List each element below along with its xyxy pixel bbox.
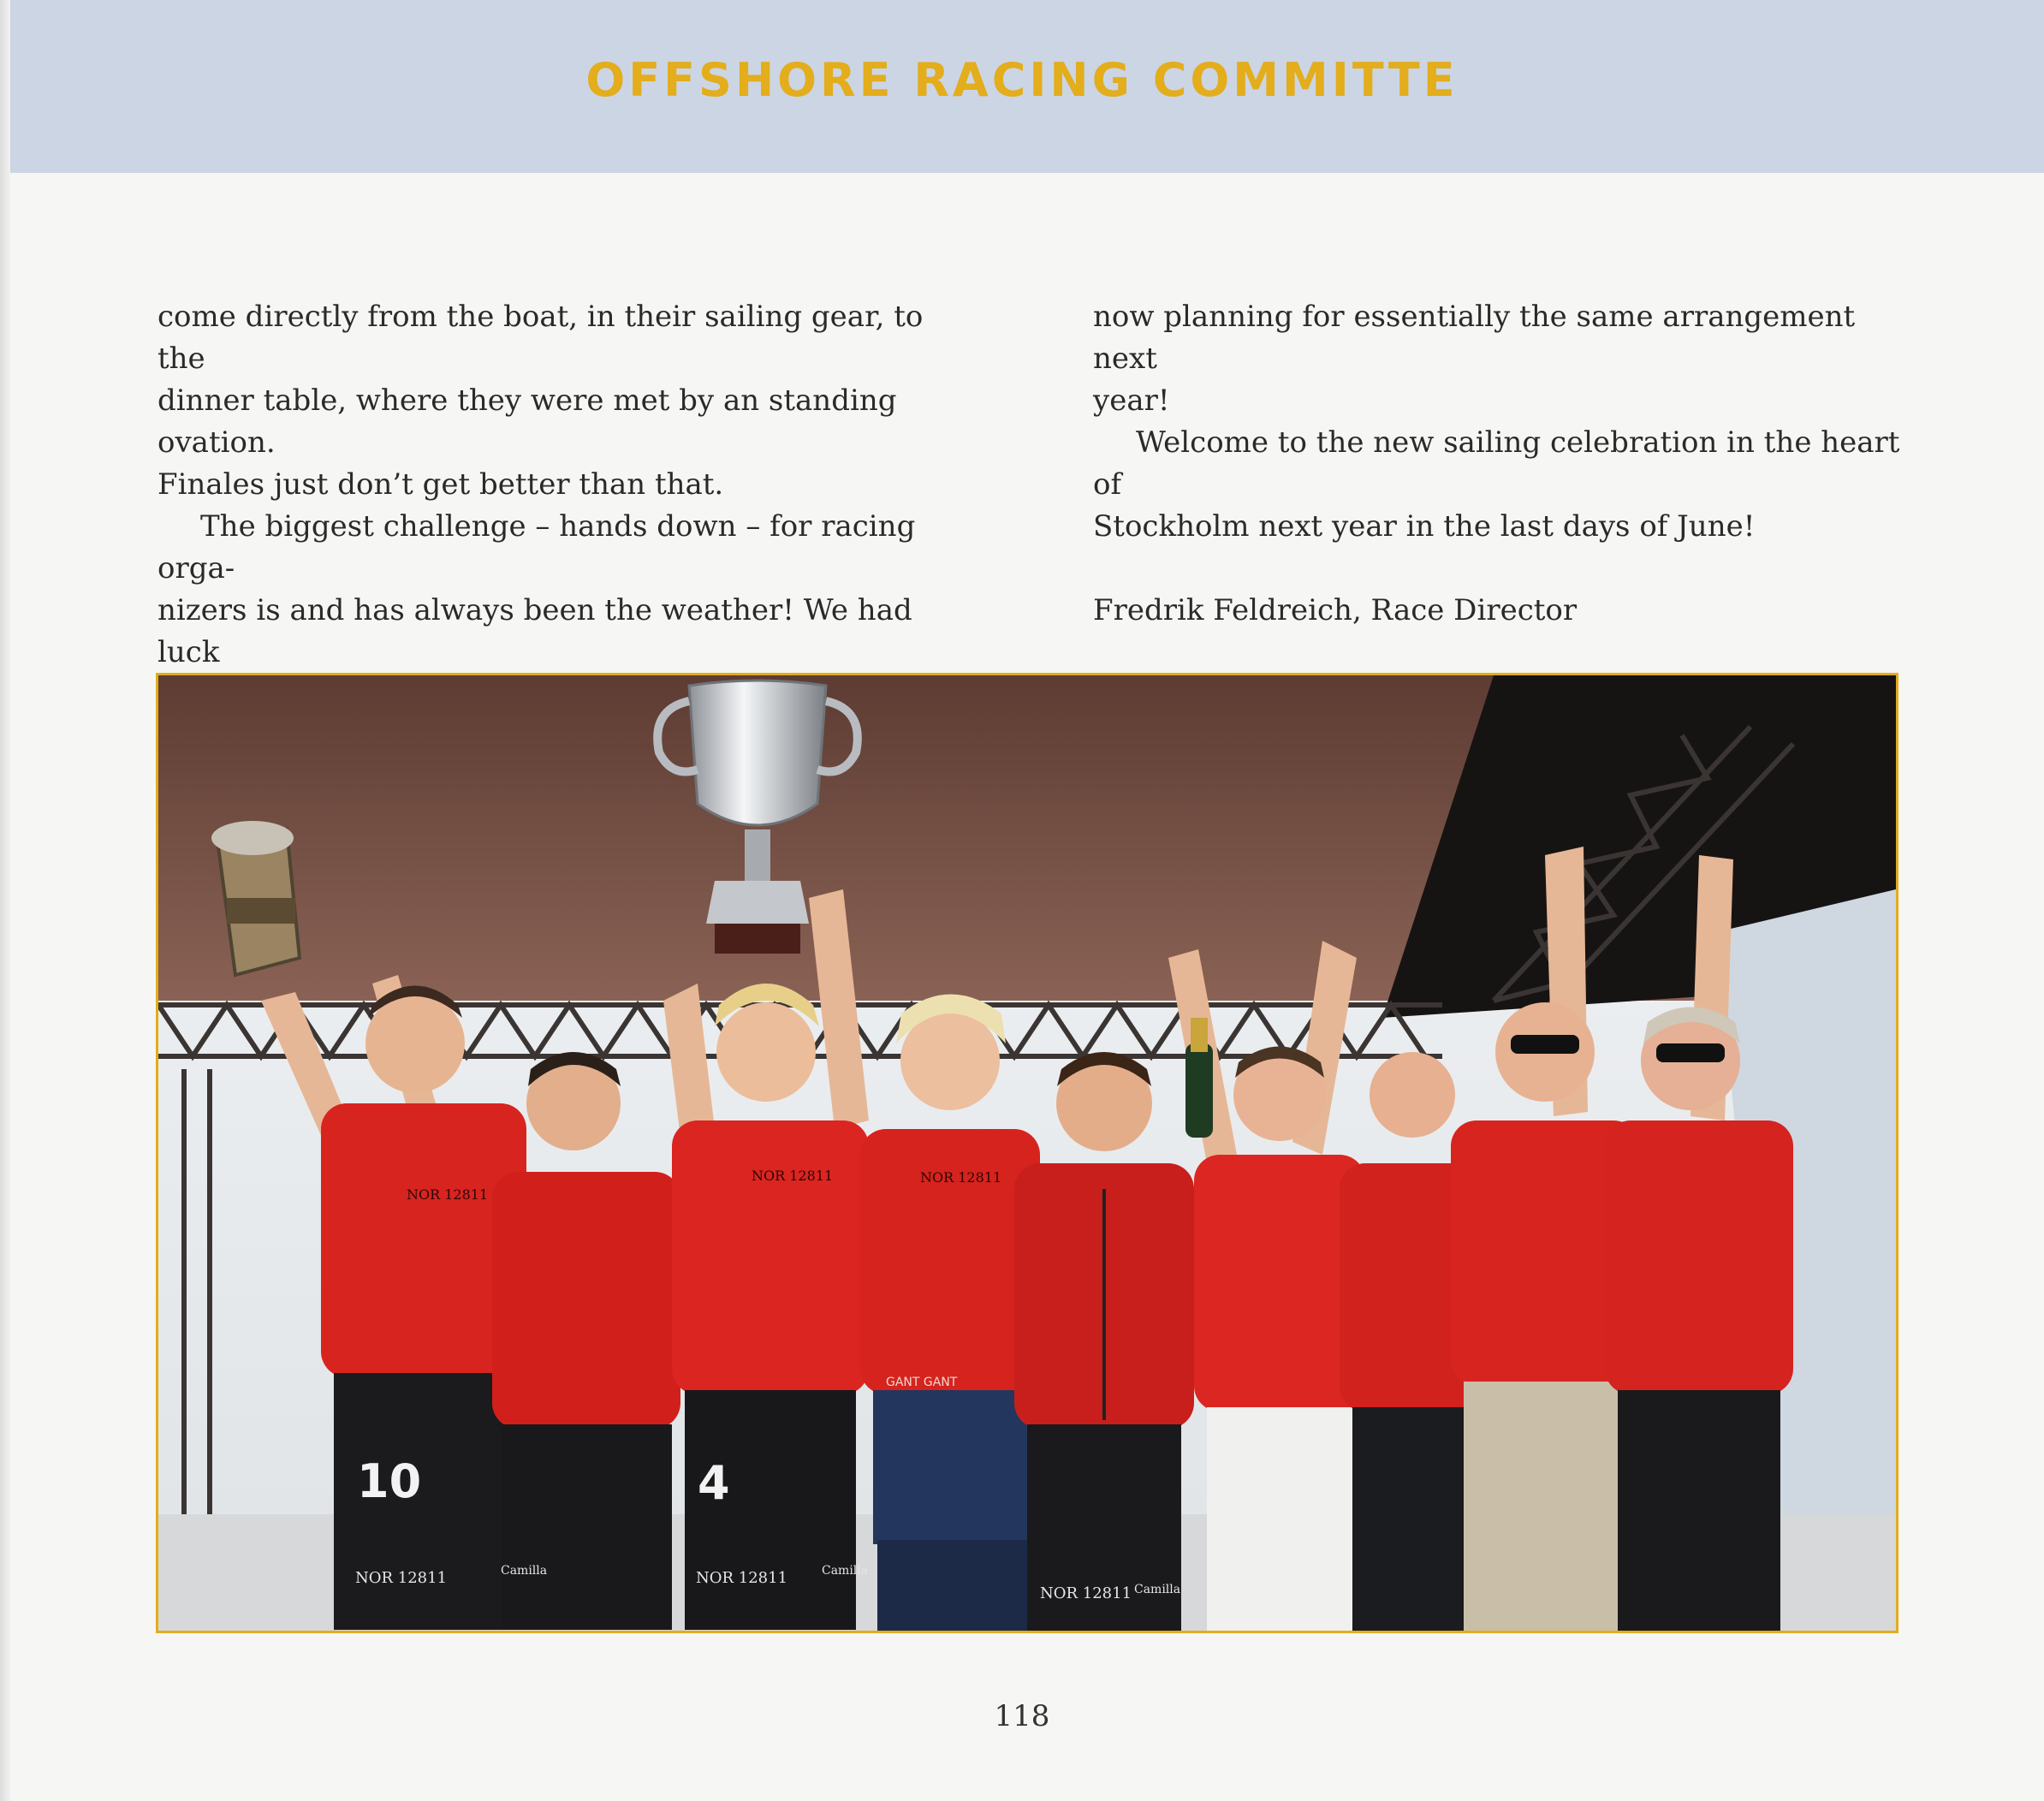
text-line: come directly from the boat, in their sailing gear, to the bbox=[157, 300, 924, 376]
waistband-text: GANT GANT bbox=[886, 1376, 958, 1389]
text-line: Stockholm next year in the last days of June! bbox=[1093, 509, 1756, 544]
crew-member bbox=[663, 889, 869, 1630]
shorts-text: NOR 12811 bbox=[1040, 1584, 1132, 1602]
text-line: now planning for essentially the same arrangement next bbox=[1093, 300, 1856, 376]
photo-illustration bbox=[158, 675, 1896, 1631]
team-celebration-photo bbox=[156, 673, 1898, 1633]
shirt-text: NOR 12811 bbox=[920, 1169, 1002, 1186]
left-paragraph-1 bbox=[157, 296, 962, 506]
page-number: 118 bbox=[994, 1699, 1050, 1733]
text-line: nizers is and has always been the weather! We had luck bbox=[157, 593, 912, 669]
right-paragraph-1 bbox=[1093, 296, 1915, 422]
shirt-text: NOR 12811 bbox=[407, 1186, 489, 1203]
page-edge-shadow bbox=[0, 0, 10, 1801]
shorts-text: Camilla bbox=[822, 1564, 869, 1578]
right-text-column bbox=[1093, 296, 1915, 632]
shorts-text: Camilla bbox=[501, 1564, 548, 1578]
text-line: Welcome to the new sailing celebration in the heart of bbox=[1093, 425, 1900, 502]
section-title: OFFSHORE RACING COMMITTE bbox=[585, 53, 1459, 107]
text-line: dinner table, where they were met by an standing ovation. bbox=[157, 383, 897, 460]
signature: Fredrik Feldreich, Race Director bbox=[1093, 593, 1578, 627]
shorts-text: NOR 12811 bbox=[696, 1569, 788, 1587]
text-line: year! bbox=[1093, 383, 1170, 418]
shirt-text: NOR 12811 bbox=[752, 1168, 834, 1184]
right-paragraph-2 bbox=[1093, 422, 1915, 548]
shorts-text: NOR 12811 bbox=[355, 1569, 448, 1587]
shorts-number: 10 bbox=[357, 1454, 422, 1508]
text-line: Finales just don’t get better than that. bbox=[157, 467, 724, 502]
text-line: The biggest challenge – hands down – for racing orga- bbox=[157, 509, 916, 585]
shorts-text: Camilla bbox=[1134, 1583, 1181, 1596]
shorts-number: 4 bbox=[698, 1456, 730, 1510]
